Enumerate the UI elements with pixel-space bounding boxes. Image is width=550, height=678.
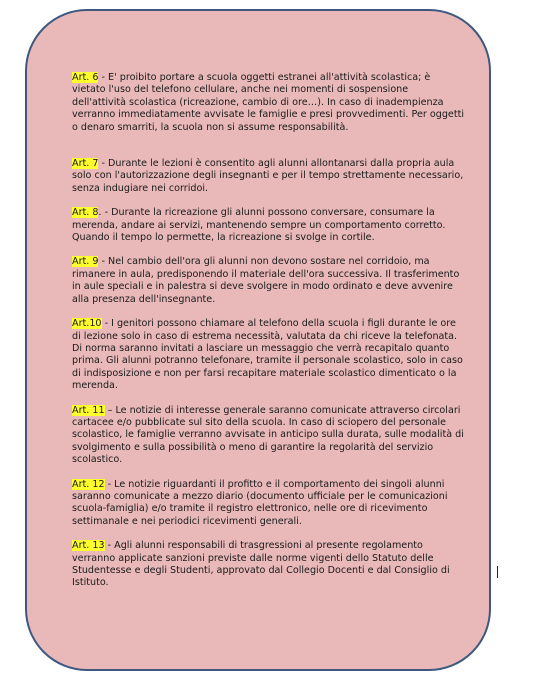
text-cursor [497,566,498,578]
article-6 [72,72,464,134]
article-body: - Nel cambio dell'ora gli alunni non devono sostare nel corridoio, ma rimanere in aula, predisponendo il materiale dell'ora successiva. Il trasferimento in aule speciali e in palestra si deve svolgere in modo ordinato e deve avvenire alla presenza dell'insegnante. [72,256,460,305]
article-label: Art.10 [72,318,102,330]
article-body: – Le notizie di interesse generale saranno comunicate attraverso circolari cartacee e/o pubblicate sul sito della scuola. In caso di sciopero del personale scolastico, le famiglie verranno avvisate in anticipo sulla durata, sulle modalità di svolgimento e sulla possibilità o meno di garantire la regolarità del servizio scolastico. [72,404,464,466]
regulation-text [72,72,464,602]
article-body: - I genitori possono chiamare al telefono della scuola i figli durante le ore di lezione solo in caso di estrema necessità, valutata da chi riceve la telefonata. Di norma saranno invitati a lasciare un messaggio che verrà recapitalo quanto prima. Gli alunni potranno telefonare, tramite il personale scolastico, solo in caso di indisposizione e non per farsi recapitare materiale scolastico dimenticato o la merenda. [72,318,463,392]
article-label: Art. 9 [72,256,99,268]
article-9 [72,256,464,306]
article-label: Art. 11 [72,404,105,416]
article-body: - Agli alunni responsabili di trasgressioni al presente regolamento verranno applicate sanzioni previste dalle norme vigenti dello Statuto delle Studentesse e degli Studenti, approvato dal Collegio Docenti e dal Consiglio di Istituto. [72,540,450,589]
article-label: Art. 12 [72,478,105,490]
article-body: - Durante le lezioni è consentito agli alunni allontanarsi dalla propria aula solo con l'autorizzazione degli insegnanti e per il tempo strettamente necessario, senza indugiare nei corridoi. [72,158,464,194]
article-label: Art. 6 [72,72,99,83]
article-body: - Le notizie riguardanti il profitto e il comportamento dei singoli alunni saranno comunicate a mezzo diario (documento ufficiale per le comunicazioni scuola-famiglia) e/o tramite il registro elettronico, nelle ore di ricevimento settimanale e nei periodici ricevimenti generali. [72,478,448,527]
article-13 [72,540,464,590]
article-12 [72,479,464,529]
article-label: Art. 13 [72,540,105,552]
article-7 [72,158,464,195]
article-8 [72,207,464,244]
article-label: Art. 8 [72,207,99,219]
article-body: . - Durante la ricreazione gli alunni possono conversare, consumare la merenda, andare ai servizi, mantenendo sempre un comportamento corretto. Quando il tempo lo permette, la ricreazione si svolge in cortile. [72,207,446,244]
article-10 [72,318,464,392]
article-body: - E' proibito portare a scuola oggetti estranei all'attività scolastica; è vietato l'uso del telefono cellulare, anche nei momenti di sospensione dell'attività scolastica (ricreazione, cambio di ore…). In caso di inadempienza verranno immediatamente avvisate le famiglie e presi provvedimenti. Per oggetti o denaro smarriti, la scuola non si assume responsabilità. [72,72,465,133]
article-label: Art. 7 [72,158,99,170]
article-11 [72,405,464,467]
